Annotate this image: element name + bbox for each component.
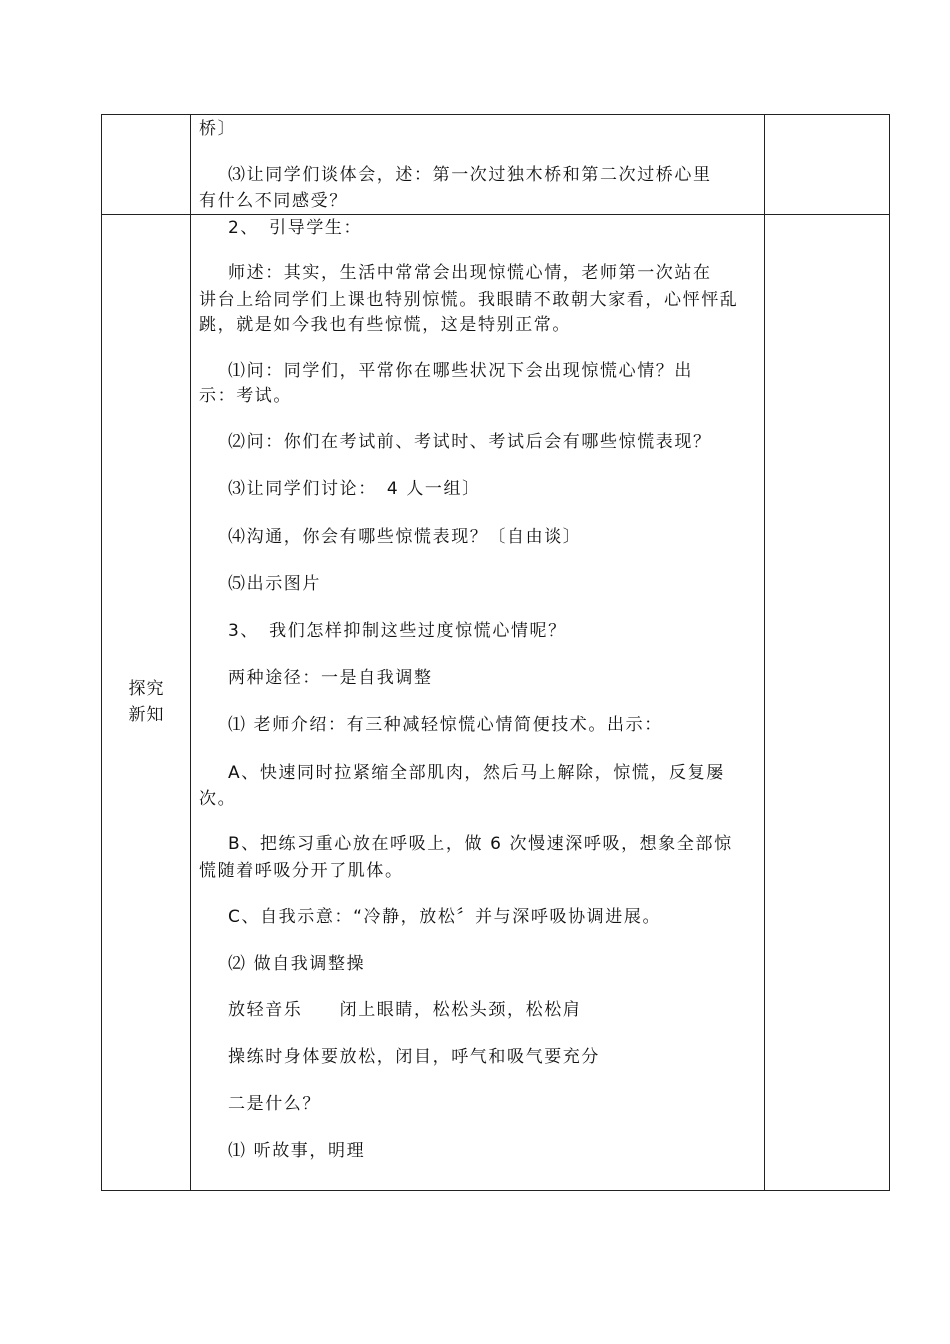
label-cell — [102, 115, 191, 215]
content-line: 3、 我们怎样抑制这些过度惊慌心情呢？ — [228, 621, 567, 641]
content-line: ⑵ 做自我调整操 — [228, 954, 366, 974]
content-line: A、快速同时拉紧缩全部肌肉，然后马上解除，惊慌，反复屡 — [228, 763, 725, 783]
content-line: 有什么不同感受？ — [199, 191, 348, 211]
content-line: 跳，就是如今我也有些惊慌，这是特别正常。 — [199, 315, 571, 335]
content-line: ⑸出示图片 — [228, 574, 321, 594]
content-cell — [191, 115, 765, 215]
content-line: 慌随着呼吸分开了肌体。 — [199, 861, 404, 881]
notes-cell — [765, 215, 890, 1191]
content-line: C、自我示意：“冷静，放松〞并与深呼吸协调进展。 — [228, 907, 662, 927]
content-line: 放轻音乐 闭上眼睛，松松头颈，松松肩 — [228, 1000, 582, 1020]
content-line: ⑶让同学们讨论： 4 人一组〕 — [228, 479, 481, 499]
label-cell — [102, 215, 191, 1191]
content-line: 示：考试。 — [199, 386, 292, 406]
notes-cell — [765, 115, 890, 215]
content-line: ⑴ 听故事，明理 — [228, 1141, 366, 1161]
content-line: 2、 引导学生： — [228, 218, 363, 238]
content-line: 次。 — [199, 789, 237, 809]
lesson-plan-table — [101, 114, 890, 1191]
table-row — [102, 115, 890, 215]
content-line: 两种途径：一是自我调整 — [228, 668, 433, 688]
content-line: ⑶让同学们谈体会，述：第一次过独木桥和第二次过桥心里 — [228, 165, 712, 185]
content-line: 二是什么？ — [228, 1094, 321, 1114]
content-line: 讲台上给同学们上课也特别惊慌。我眼睛不敢朝大家看，心怦怦乱 — [199, 290, 739, 310]
content-line: B、把练习重心放在呼吸上，做 6 次慢速深呼吸，想象全部惊 — [228, 834, 733, 854]
content-line: 桥〕 — [199, 119, 237, 139]
content-line: ⑷沟通，你会有哪些惊慌表现？〔自由谈〕 — [228, 527, 582, 547]
table-row — [102, 215, 890, 1191]
content-line: ⑴问：同学们，平常你在哪些状况下会出现惊慌心情？出 — [228, 361, 693, 381]
content-line: 操练时身体要放松，闭目，呼气和吸气要充分 — [228, 1047, 600, 1067]
section-label: 新知 — [128, 705, 165, 725]
content-line: 师述：其实，生活中常常会出现惊慌心情，老师第一次站在 — [228, 263, 712, 283]
content-line: ⑵问：你们在考试前、考试时、考试后会有哪些惊慌表现？ — [228, 432, 712, 452]
section-label: 探究 — [128, 679, 165, 699]
content-cell — [191, 215, 765, 1191]
content-line: ⑴ 老师介绍：有三种减轻惊慌心情简便技术。出示： — [228, 715, 663, 735]
